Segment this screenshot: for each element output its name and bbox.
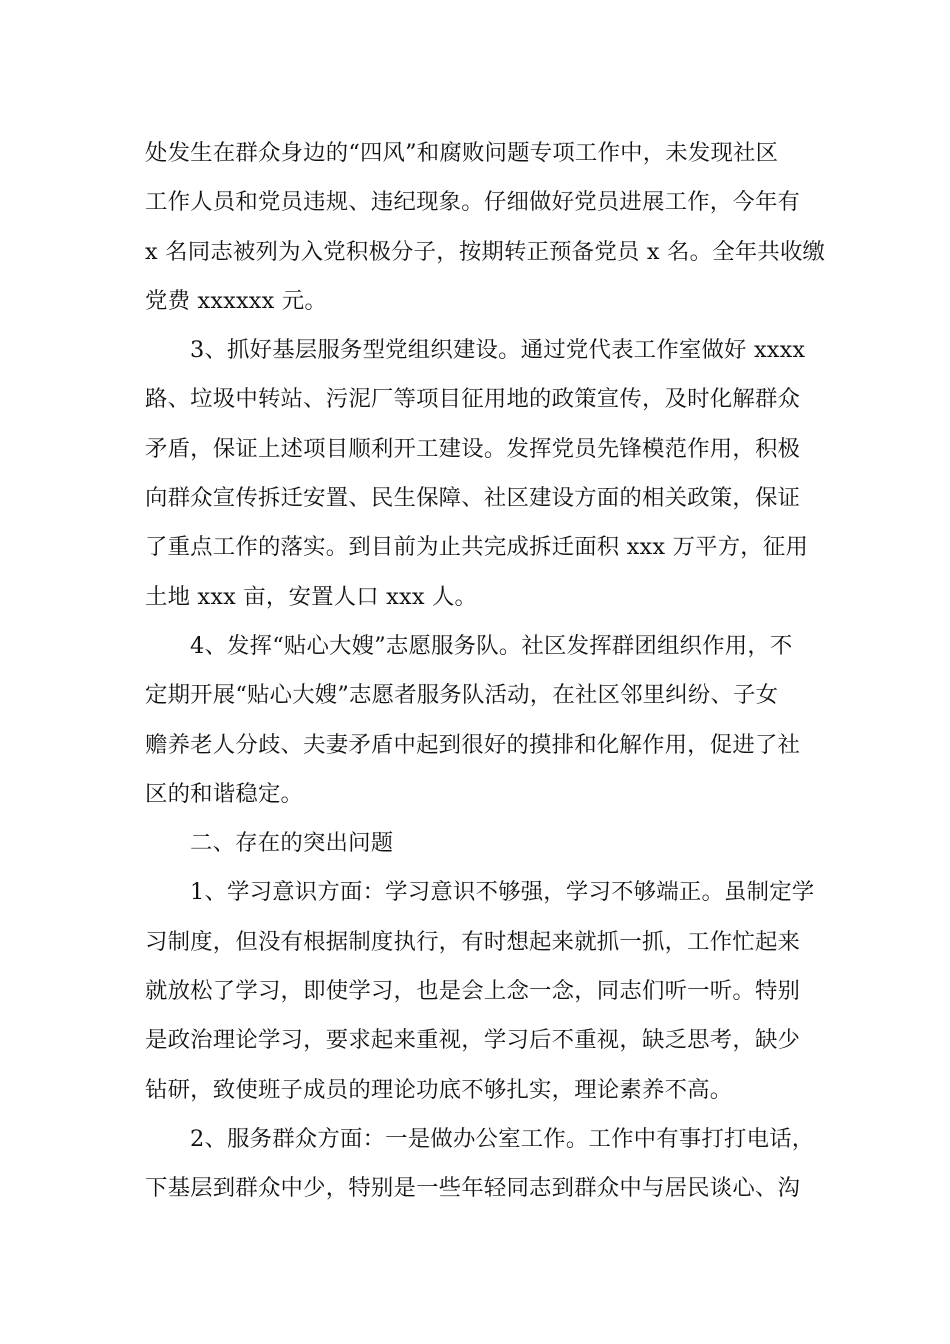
- paragraph-start-line: 2、服务群众方面：一是做办公室工作。工作中有事打打电话，: [190, 1125, 815, 1152]
- text-line: 定期开展“贴心大嫂”志愿者服务队活动，在社区邻里纠纷、子女: [145, 682, 779, 709]
- text-line: 习制度，但没有根据制度执行，有时想起来就抓一抓，工作忙起来: [145, 928, 801, 955]
- text-line: 路、垃圾中转站、污泥厂等项目征用地的政策宣传，及时化解群众: [145, 386, 801, 413]
- text-line: 区的和谐稳定。: [145, 780, 304, 807]
- paragraph-start-line: 3、抓好基层服务型党组织建设。通过党代表工作室做好 xxxx: [190, 337, 806, 364]
- paragraph-start-line: 4、发挥“贴心大嫂”志愿服务队。社区发挥群团组织作用，不: [190, 632, 793, 659]
- text-line: 就放松了学习，即使学习，也是会上念一念，同志们听一听。特别: [145, 978, 801, 1005]
- text-line: 赡养老人分歧、夫妻矛盾中起到很好的摸排和化解作用，促进了社: [145, 731, 801, 758]
- text-line: 土地 xxx 亩，安置人口 xxx 人。: [145, 583, 478, 610]
- text-line: 党费 xxxxxx 元。: [145, 287, 327, 314]
- text-line: 工作人员和党员违规、违纪现象。仔细做好党员进展工作，今年有: [145, 189, 801, 216]
- text-line: 矛盾，保证上述项目顺利开工建设。发挥党员先锋模范作用，积极: [145, 435, 801, 462]
- text-line: 下基层到群众中少，特别是一些年轻同志到群众中与居民谈心、沟: [145, 1175, 801, 1202]
- text-line: 是政治理论学习，要求起来重视，学习后不重视，缺乏思考，缺少: [145, 1027, 801, 1054]
- text-line: x 名同志被列为入党积极分子，按期转正预备党员 x 名。全年共收缴: [145, 238, 826, 265]
- text-line: 向群众宣传拆迁安置、民生保障、社区建设方面的相关政策，保证: [145, 485, 801, 512]
- section-heading: 二、存在的突出问题: [190, 830, 394, 857]
- text-line: 钻研，致使班子成员的理论功底不够扎实，理论素养不高。: [145, 1076, 733, 1103]
- text-line: 了重点工作的落实。到目前为止共完成拆迁面积 xxx 万平方，征用: [145, 534, 809, 561]
- paragraph-start-line: 1、学习意识方面：学习意识不够强，学习不够端正。虽制定学: [190, 879, 815, 906]
- text-line: 处发生在群众身边的“四风”和腐败问题专项工作中，未发现社区: [145, 140, 779, 166]
- document-body: [145, 129, 826, 1214]
